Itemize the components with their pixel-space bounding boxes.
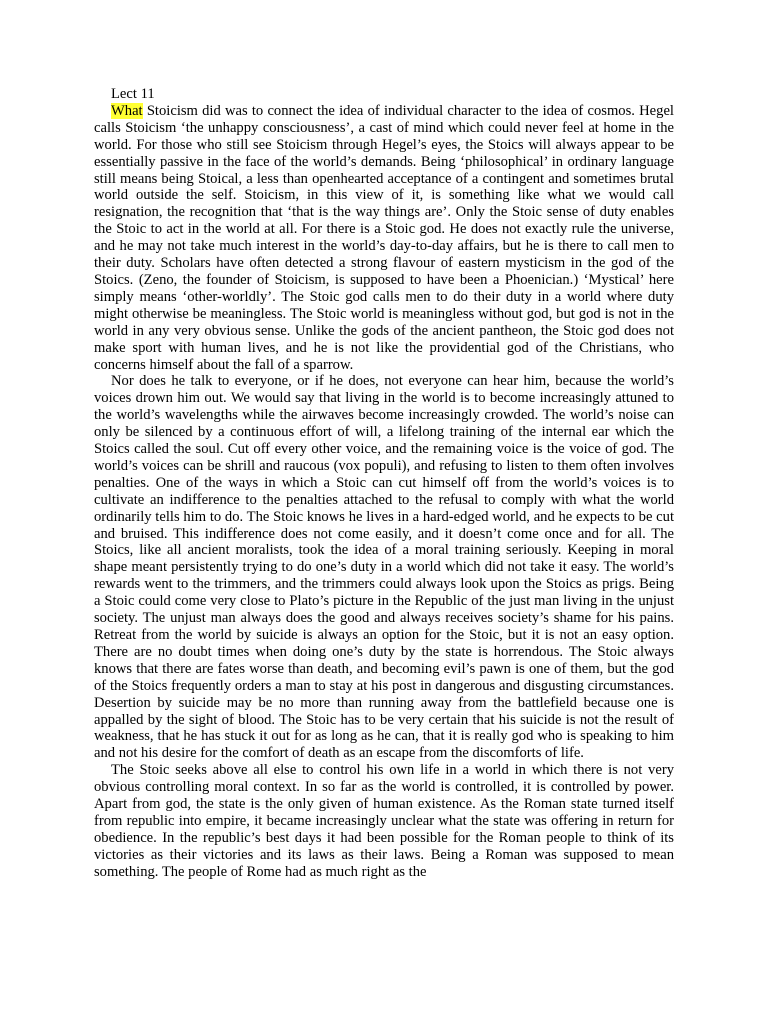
paragraph-3-text: The Stoic seeks above all else to control his own life in a world in which there is not very obvious controlling moral context. In so far as the world is controlled, it is controlled by power. Apart from god, the state is the only given of human existence. As the Roman state turned itself from republic into empire, it became increasingly unclear what the state was offering in return for obedience. In the republic’s best days it had been possible for the Roman people to think of its victories as their victories and its laws as their laws. Being a Roman was supposed to mean something. The people of Rome had as much right as the	[94, 762, 674, 880]
paragraph-1-text: Stoicism did was to connect the idea of individual character to the idea of cosmos. Hegel calls Stoicism ‘the unhappy consciousness’, a cast of mind which could never feel at home in the world. For those who still see Stoicism through Hegel’s eyes, the Stoics will always appear to be essentially passive in the face of the world’s demands. Being ‘philosophical’ in ordinary language still means being Stoical, a less than openhearted acceptance of a contingent and sometimes brutal world outside the self. Stoicism, in this view of it, is something like what we would call resignation, the recognition that ‘that is the way things are’. Only the Stoic sense of duty enables the Stoic to act in the world at all. For there is a Stoic god. He does not exactly rule the universe, and he may not take much interest in the world’s day-to-day affairs, but he is there to call men to their duty. Scholars have often detected a strong flavour of eastern mysticism in the god of the Stoics. (Zeno, the founder of Stoicism, is supposed to have been a Phoenician.) ‘Mystical’ here simply means ‘other-worldly’. The Stoic god calls men to do their duty in a world where duty might otherwise be meaningless. The Stoic world is meaningless without god, but god is not in the world in any very obvious sense. Unlike the gods of the ancient pantheon, the Stoic god does not make sport with human lives, and he is not like the providential god of the Christians, who concerns himself about the fall of a sparrow.	[94, 102, 674, 373]
paragraph-1	[94, 103, 674, 374]
paragraph-2	[94, 373, 674, 762]
paragraph-3	[94, 762, 674, 880]
paragraph-2-text: Nor does he talk to everyone, or if he does, not everyone can hear him, because the world’s voices drown him out. We would say that living in the world is to become increasingly attuned to the world’s wavelengths while the airwaves become increasingly crowded. The world’s noise can only be silenced by a continuous effort of will, a lifelong training of the internal ear which the Stoics called the soul. Cut off every other voice, and the remaining voice is the voice of god. The world’s voices can be shrill and raucous (vox populi), and refusing to listen to them often involves penalties. One of the ways in which a Stoic can cut himself off from the world’s voices is to cultivate an indifference to the penalties attached to the refusal to comply with what the world ordinarily tells him to do. The Stoic knows he lives in a hard-edged world, and he expects to be cut and bruised. This indifference does not come easily, and it doesn’t come once and for all. The Stoics, like all ancient moralists, took the idea of a moral training seriously. Keeping in moral shape meant persistently trying to do one’s duty in a world which did not take it easy. The world’s rewards went to the trimmers, and the trimmers could always look upon the Stoics as prigs. Being a Stoic could come very close to Plato’s picture in the Republic of the just man living in the unjust society. The unjust man always does the good and always receives society’s shame for his pains. Retreat from the world by suicide is always an option for the Stoic, but it is not an easy option. There are no doubt times when doing one’s duty by the state is horrendous. The Stoic always knows that there are fates worse than death, and becoming evil’s pawn is one of them, but the god of the Stoics frequently orders a man to stay at his post in dangerous and disgusting circumstances. Desertion by suicide may be no more than running away from the battlefield because one is appalled by the sight of blood. The Stoic has to be very certain that his suicide is not the result of weakness, that he has stuck it out for as long as he can, that it is really god who is speaking to him and not his desire for the comfort of death as an escape from the discomforts of life.	[94, 373, 674, 762]
highlighted-word: What	[111, 102, 143, 119]
document-body	[94, 86, 674, 881]
lecture-heading: Lect 11	[111, 86, 155, 102]
